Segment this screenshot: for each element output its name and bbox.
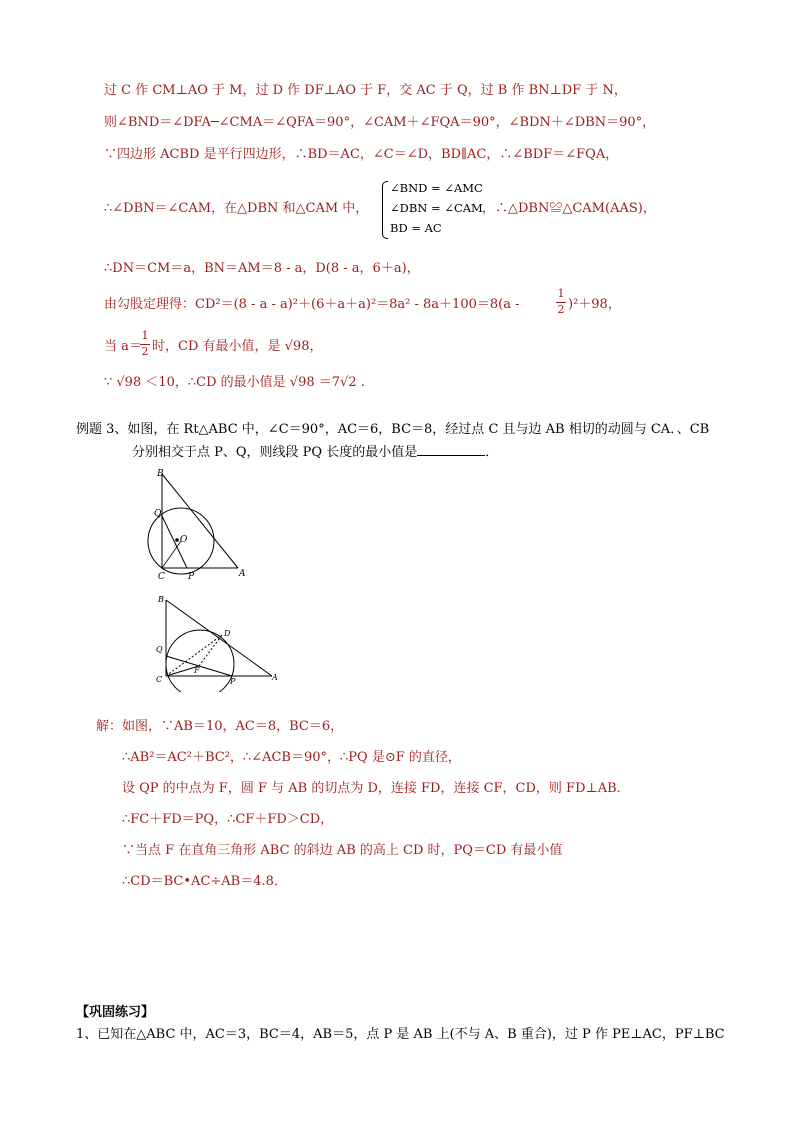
- solution3-line-2: ∴AB²＝AC²＋BC²，∴∠ACB＝90°，∴PQ 是⊙F 的直径，: [122, 750, 461, 765]
- system-eq-1: ∠BND = ∠AMC: [390, 181, 483, 195]
- figure-2-label-p: P: [230, 677, 236, 686]
- solution-line-8: ∵ √98 ＜10，∴CD 的最小值是 √98 ＝7√2 .: [104, 375, 365, 390]
- solution3-line-5: ∵当点 F 在直角三角形 ABC 的斜边 AB 的高上 CD 时，PQ＝CD 有最小值: [122, 843, 563, 858]
- system-eq-2: ∠DBN = ∠CAM: [390, 201, 483, 215]
- figure-1-diagram: [140, 462, 252, 582]
- figure-2-label-q: Q: [156, 645, 163, 654]
- fraction-2-numerator: 1: [141, 329, 149, 342]
- practice-question-1: 1、已知在△ABC 中，AC＝3，BC＝4，AB＝5，点 P 是 AB 上(不与 A、B 重合)，过 P 作 PE⊥AC，PF⊥BC: [76, 1027, 725, 1042]
- example3-line-2-end: ．: [485, 445, 499, 460]
- figure-1-label-p: P: [188, 572, 195, 582]
- solution3-line-1: 解：如图，∵AB＝10，AC＝8，BC＝6，: [96, 719, 344, 734]
- figure-2-label-d: D: [224, 629, 231, 638]
- figure-1-center-dot: [175, 538, 179, 542]
- example3-line-2: [132, 443, 498, 462]
- figure-2-side-ab: [166, 600, 272, 676]
- figure-1-label-b: B: [157, 469, 164, 479]
- figure-2-label-b: B: [158, 595, 164, 604]
- figure-2-label-a: A: [272, 673, 278, 682]
- figure-1-label-o: O: [180, 535, 188, 545]
- solution3-line-3: 设 QP 的中点为 F，圆 F 与 AB 的切点为 D，连接 FD，连接 CF，CD，则 FD⊥AB．: [122, 781, 630, 796]
- solution-line-2: 则∠BND＝∠DFA─∠CMA＝∠QFA＝90°，∠CAM＋∠FQA＝90°，∠BDN＋∠DBN＝90°，: [104, 115, 656, 130]
- practice-heading: 【巩固练习】: [76, 1005, 155, 1020]
- system-brace: [382, 181, 388, 239]
- example3-line-1: 例题 3、如图，在 Rt△ABC 中，∠C＝90°，AC＝6，BC＝8，经过点 C 且与边 AB 相切的动圆与 CA．、CB: [76, 422, 710, 437]
- solution-line-7b: 时，CD 有最小值，是 √98，: [152, 339, 323, 354]
- system-eq-3: BD = AC: [390, 221, 442, 235]
- solution-line-7a: 当 a＝: [104, 339, 142, 354]
- figure-1-label-a: A: [239, 569, 246, 579]
- figure-1-label-q: Q: [154, 509, 162, 519]
- figure-1-segment-co: [162, 541, 181, 568]
- fraction-1-denominator: 2: [557, 303, 565, 316]
- solution-line-4a: ∴∠DBN＝∠CAM，在△DBN 和△CAM 中，: [104, 201, 369, 216]
- figure-2-label-f: F: [194, 666, 200, 675]
- answer-blank: [417, 443, 485, 456]
- fraction-1-numerator: 1: [557, 287, 565, 300]
- solution-line-6a: 由勾股定理得：CD²＝(8 - a - a)²＋(6＋a＋a)²＝8a² - 8a＋100＝8(a -: [104, 297, 520, 312]
- solution-line-1: 过 C 作 CM⊥AO 于 M，过 D 作 DF⊥AO 于 F，交 AC 于 Q，过 B 作 BN⊥DF 于 N，: [104, 83, 627, 98]
- example3-line-2-text: 分别相交于点 P、Q，则线段 PQ 长度的最小值是: [132, 445, 418, 460]
- solution-line-5: ∴DN＝CM＝a，BN＝AM＝8 - a，D(8 - a，6＋a)，: [104, 261, 420, 276]
- solution3-line-6: ∴CD＝BC•AC÷AB＝4.8．: [122, 874, 287, 889]
- figure-1-label-c: C: [158, 572, 165, 582]
- solution-line-3: ∵四边形 ACBD 是平行四边形，∴BD＝AC，∠C＝∠D，BD∥AC，∴∠BDF＝∠FQA，: [104, 147, 619, 162]
- fraction-2-denominator: 2: [141, 345, 149, 358]
- figure-2-label-c: C: [156, 675, 163, 684]
- figure-2-circle: [166, 630, 234, 692]
- solution3-line-4: ∴FC＋FD＝PQ，∴CF＋FD＞CD，: [122, 812, 334, 827]
- solution-line-6b: )²＋98，: [568, 297, 621, 312]
- figure-2-segment-fd: [199, 635, 222, 666]
- figure-1-side-ab: [162, 474, 238, 568]
- solution-line-4b: ，∴△DBN≌△CAM(AAS)，: [482, 201, 656, 216]
- figure-2-diagram: [150, 590, 282, 692]
